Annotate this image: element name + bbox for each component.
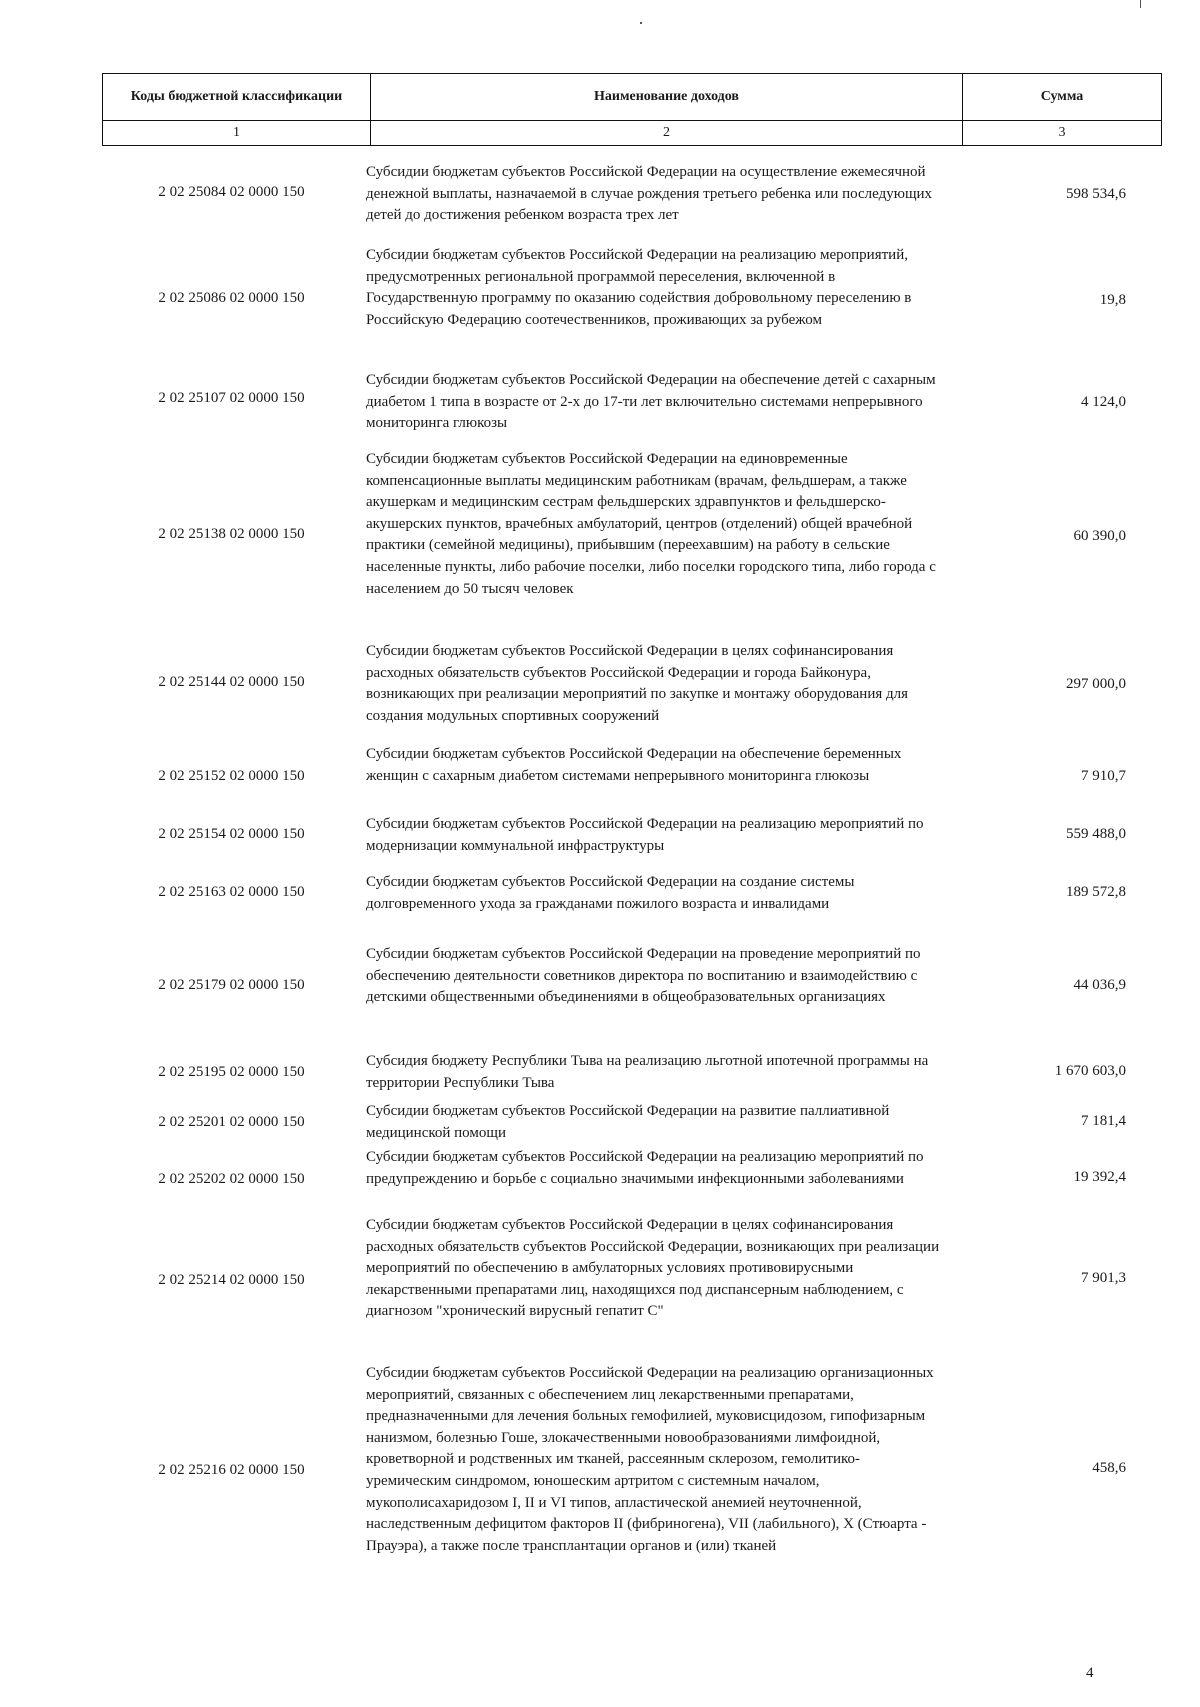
scan-mark: [1140, 0, 1141, 8]
table-row: [102, 744, 1134, 810]
row-code: 2 02 25195 02 0000 150: [158, 1064, 305, 1080]
header-num-1: 1: [103, 121, 371, 146]
row-sum: 297 000,0: [1066, 676, 1126, 692]
row-name: Субсидии бюджетам субъектов Российской Федерации в целях софинансирования расходных обязательств субъектов Российской Федерации, возникающих при реализации мероприятий по обеспечению в амбулаторных условиях противовирусными лекарственными препаратами лиц, находящихся под диспансерным наблюдением, с диагнозом "хронический вирусный гепатит С": [366, 1217, 940, 1320]
header-num-3: 3: [963, 121, 1162, 146]
table-row: [102, 1147, 1134, 1213]
page-number: 4: [1086, 1665, 1094, 1681]
row-name: Субсидия бюджету Республики Тыва на реализацию льготной ипотечной программы на территории Республики Тыва: [366, 1053, 929, 1091]
row-code: 2 02 25163 02 0000 150: [158, 884, 305, 900]
scan-mark: [640, 22, 642, 24]
row-name: Субсидии бюджетам субъектов Российской Федерации на реализацию мероприятий по модернизации коммунальной инфраструктуры: [366, 816, 924, 854]
table-row: [102, 245, 1134, 355]
row-sum: 4 124,0: [1081, 394, 1126, 410]
table-row: [102, 1101, 1134, 1145]
row-code: 2 02 25152 02 0000 150: [158, 768, 305, 784]
row-name: Субсидии бюджетам субъектов Российской Федерации в целях софинансирования расходных обязательств субъектов Российской Федерации и города Байконура, возникающих при реализации мероприятий по закупке и монтажу оборудования для создания модульных спортивных сооружений: [366, 643, 909, 724]
row-code: 2 02 25214 02 0000 150: [158, 1272, 305, 1288]
row-name: Субсидии бюджетам субъектов Российской Федерации на развитие паллиативной медицинской помощи: [366, 1103, 890, 1141]
table-row: [102, 1051, 1134, 1095]
table-row: [102, 370, 1134, 436]
row-sum: 189 572,8: [1066, 884, 1126, 900]
row-sum: 60 390,0: [1073, 528, 1126, 544]
row-name: Субсидии бюджетам субъектов Российской Федерации на создание системы долговременного ухода за гражданами пожилого возраста и инвалидами: [366, 874, 855, 912]
row-sum: 7 910,7: [1081, 768, 1126, 784]
row-name: Субсидии бюджетам субъектов Российской Федерации на реализацию мероприятий по предупреждению и борьбе с социально значимыми инфекционными заболеваниями: [366, 1149, 924, 1187]
row-code: 2 02 25138 02 0000 150: [158, 526, 305, 542]
header-codes: Коды бюджетной классификации: [103, 74, 371, 121]
table-row: [102, 1215, 1134, 1348]
row-code: 2 02 25202 02 0000 150: [158, 1171, 305, 1187]
row-sum: 7 181,4: [1081, 1113, 1126, 1129]
row-sum: 44 036,9: [1073, 977, 1126, 993]
table-row: [102, 1363, 1134, 1583]
row-code: 2 02 25084 02 0000 150: [158, 184, 305, 200]
row-code: 2 02 25107 02 0000 150: [158, 390, 305, 406]
header-sum: Сумма: [963, 74, 1162, 121]
row-sum: 598 534,6: [1066, 186, 1126, 202]
row-sum: 1 670 603,0: [1054, 1063, 1126, 1079]
row-code: 2 02 25144 02 0000 150: [158, 674, 305, 690]
table-header: [102, 73, 1162, 146]
row-sum: 19,8: [1099, 292, 1126, 308]
row-code: 2 02 25086 02 0000 150: [158, 290, 305, 306]
row-sum: 559 488,0: [1066, 826, 1126, 842]
row-name: Субсидии бюджетам субъектов Российской Федерации на осуществление ежемесячной денежной выплаты, назначаемой в случае рождения третьего ребенка или последующих детей до достижения ребенком возраста трех лет: [366, 164, 933, 224]
table-row: [102, 872, 1134, 916]
row-code: 2 02 25216 02 0000 150: [158, 1462, 305, 1478]
row-name: Субсидии бюджетам субъектов Российской Федерации на обеспечение беременных женщин с сахарным диабетом системами непрерывного мониторинга глюкозы: [366, 746, 902, 784]
row-name: Субсидии бюджетам субъектов Российской Федерации на проведение мероприятий по обеспечению деятельности советников директора по воспитанию и взаимодействию с детскими общественными объединениями в общеобразовательных организациях: [366, 946, 921, 1006]
row-sum: 458,6: [1092, 1460, 1126, 1476]
row-code: 2 02 25154 02 0000 150: [158, 826, 305, 842]
row-name: Субсидии бюджетам субъектов Российской Федерации на единовременные компенсационные выплаты медицинским работникам (врачам, фельдшерам, а также акушеркам и медицинским сестрам фельдшерских здравпунктов и фельдшерско-акушерских пунктов, врачебных амбулаторий, центров (отделений) общей врачебной практики (семейной медицины), прибывшим (переехавшим) на работу в сельские населенные пункты, либо рабочие поселки, либо поселки городского типа, либо города с населением до 50 тысяч человек: [366, 451, 936, 597]
header-income-name: Наименование доходов: [371, 74, 963, 121]
header-num-2: 2: [371, 121, 963, 146]
row-sum: 19 392,4: [1073, 1169, 1126, 1185]
row-name: Субсидии бюджетам субъектов Российской Федерации на реализацию мероприятий, предусмотренных региональной программой переселения, включенной в Государственную программу по оказанию содействия добровольному переселению в Российскую Федерацию соотечественников, проживающих за рубежом: [366, 247, 912, 328]
row-code: 2 02 25201 02 0000 150: [158, 1114, 305, 1130]
row-name: Субсидии бюджетам субъектов Российской Федерации на обеспечение детей с сахарным диабетом 1 типа в возрасте от 2-х до 17-ти лет включительно системами непрерывного мониторинга глюкозы: [366, 372, 936, 432]
row-name: Субсидии бюджетам субъектов Российской Федерации на реализацию организационных мероприятий, связанных с обеспечением лиц лекарственными препаратами, предназначенными для лечения больных гемофилией, муковисцидозом, гипофизарным нанизмом, болезнью Гоше, злокачественными новообразованиями лимфоидной, кроветворной и родственных им тканей, рассеянным склерозом, гемолитико-уремическим синдромом, юношеским артритом с системным началом, мукополисахаридозом I, II и VI типов, апластической анемией неуточненной, наследственным дефицитом факторов II (фибриногена), VII (лабильного), X (Стюарта - Прауэра), а также после трансплантации органов и (или) тканей: [366, 1365, 934, 1554]
table-row: [102, 641, 1134, 731]
table-row: [102, 944, 1134, 1034]
row-sum: 7 901,3: [1081, 1270, 1126, 1286]
table-row: [102, 162, 1134, 228]
table-row: [102, 814, 1134, 858]
row-code: 2 02 25179 02 0000 150: [158, 977, 305, 993]
table-row: [102, 449, 1134, 624]
